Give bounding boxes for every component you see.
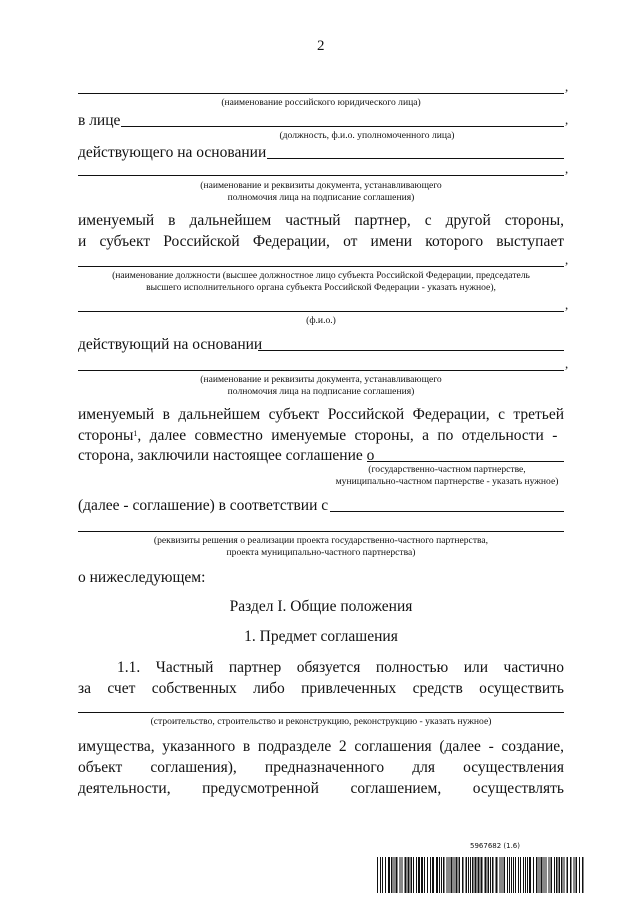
comma: ,	[565, 252, 569, 267]
fio-line	[78, 311, 564, 312]
basis-line-2	[258, 350, 564, 351]
caption-doc-authority-2a: (наименование и реквизиты документа, устанавливающего	[200, 374, 442, 385]
basis-line-2b	[78, 370, 564, 371]
text-concluded: сторона, заключили настоящее соглашение о	[78, 447, 375, 464]
label-acting-basis-2: действующий на основании	[78, 336, 263, 353]
text-named-private-1: именуемый в дальнейшем частный партнер, с другой стороны,	[78, 212, 564, 229]
basis-line-1b	[78, 175, 564, 176]
comma: ,	[565, 112, 569, 127]
text-p11-2: за счет собственных либо привлеченных средств осуществить	[78, 680, 564, 697]
caption-official-b: высшего исполнительного органа субъекта Российской Федерации - указать нужное),	[146, 282, 496, 293]
comma: ,	[565, 161, 569, 176]
text-hereinafter: (далее - соглашение) в соответствии с	[78, 497, 329, 514]
text-p11-5: деятельности, предусмотренной соглашением, осуществлять	[78, 780, 564, 797]
text-named-subject-1: именуемый в дальнейшем субъект Российской Федерации, с третьей	[78, 406, 564, 423]
caption-partnership-a: (государственно-частном партнерстве,	[368, 464, 526, 475]
text-named-subject-2a: стороны	[78, 427, 134, 444]
position-line	[121, 126, 564, 127]
barcode-icon	[377, 857, 585, 893]
comma: ,	[565, 297, 569, 312]
text-following: о нижеследующем:	[78, 569, 206, 586]
caption-doc-authority-2b: полномочия лица на подписание соглашения)	[227, 386, 415, 397]
partnership-line	[367, 461, 564, 462]
label-in-person: в лице	[78, 112, 121, 129]
caption-doc-authority-1a: (наименование и реквизиты документа, устанавливающего	[200, 180, 442, 191]
label-acting-basis-1: действующего на основании	[78, 144, 267, 161]
basis-line-1	[267, 158, 564, 159]
decision-line-2	[78, 531, 564, 532]
caption-official-a: (наименование должности (высшее должностное лицо субъекта Российской Федерации, председатель	[112, 270, 530, 281]
caption-fio: (ф.и.о.)	[306, 315, 336, 326]
decision-line-1	[330, 511, 564, 512]
caption-works: (строительство, строительство и реконструкцию, реконструкцию - указать нужное)	[150, 716, 492, 727]
footnote-mark: 1	[133, 429, 138, 438]
text-p11-1: 1.1. Частный партнер обязуется полностью или частично	[117, 659, 564, 676]
caption-position: (должность, ф.и.о. уполномоченного лица)	[279, 130, 455, 141]
section-heading: Раздел I. Общие положения	[229, 598, 413, 615]
barcode-number: 5967682 (1.6)	[470, 842, 520, 850]
caption-decision-b: проекта муниципально-частного партнерства)	[226, 547, 416, 558]
text-named-subject-2	[78, 427, 564, 445]
works-line	[78, 712, 564, 713]
comma: ,	[565, 79, 569, 94]
page-number: 2	[317, 38, 325, 54]
caption-partnership-b: муниципально-частном партнерстве - указать нужное)	[335, 476, 559, 487]
text-p11-4: объект соглашения), предназначенного для осуществления	[78, 759, 564, 776]
text-named-subject-2b: , далее совместно именуемые стороны, а по отдельности -	[137, 427, 558, 444]
text-named-private-2: и субъект Российской Федерации, от имени которого выступает	[78, 233, 564, 250]
caption-doc-authority-1b: полномочия лица на подписание соглашения)	[227, 192, 415, 203]
comma: ,	[565, 356, 569, 371]
official-line	[78, 266, 564, 267]
caption-legal-entity: (наименование российского юридического лица)	[221, 97, 421, 108]
caption-decision-a: (реквизиты решения о реализации проекта государственно-частного партнерства,	[153, 535, 489, 546]
subsection-heading: 1. Предмет соглашения	[244, 628, 398, 645]
text-p11-3: имущества, указанного в подразделе 2 соглашения (далее - создание,	[78, 738, 564, 755]
legal-entity-line	[78, 93, 564, 94]
